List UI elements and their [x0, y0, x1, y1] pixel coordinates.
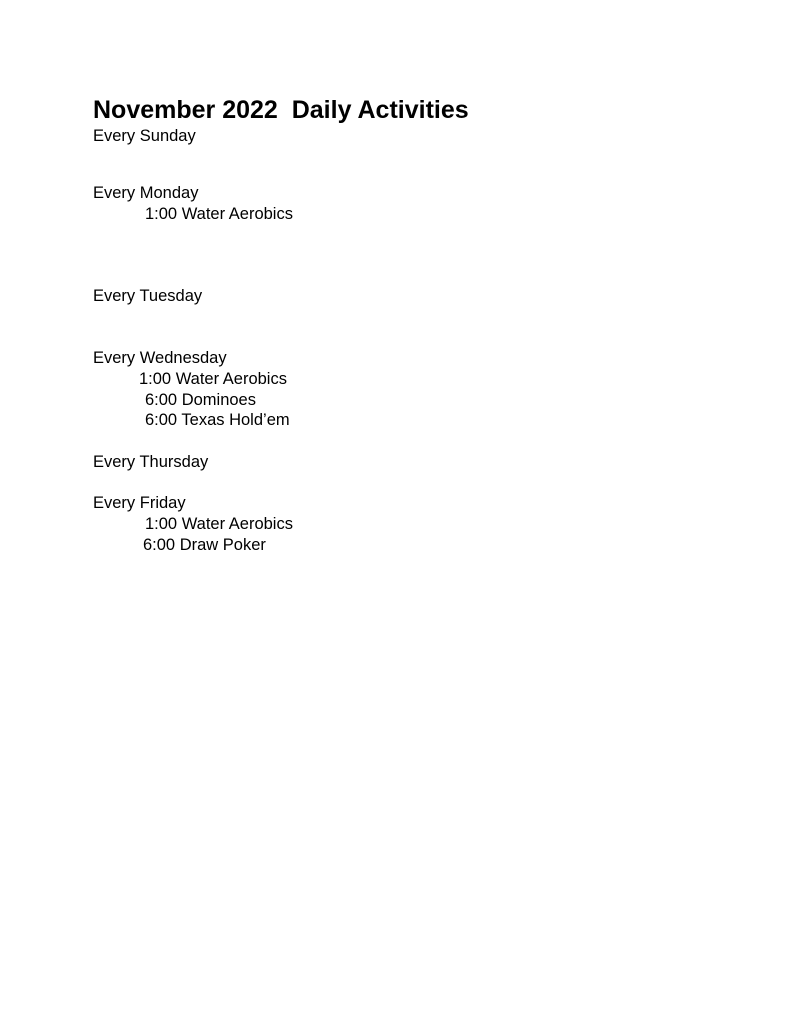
day-heading-monday: Every Monday	[93, 184, 199, 202]
day-heading-thursday: Every Thursday	[93, 453, 209, 471]
activity-item: 6:00 Dominoes	[145, 391, 256, 409]
day-heading-friday: Every Friday	[93, 494, 186, 512]
page-title: November 2022 Daily Activities	[93, 96, 469, 124]
activity-item: 6:00 Draw Poker	[143, 536, 266, 554]
day-heading-sunday: Every Sunday	[93, 127, 196, 145]
activity-item: 1:00 Water Aerobics	[145, 515, 293, 533]
activity-item: 1:00 Water Aerobics	[145, 205, 293, 223]
day-heading-wednesday: Every Wednesday	[93, 349, 227, 367]
day-heading-tuesday: Every Tuesday	[93, 287, 203, 305]
activity-item: 6:00 Texas Hold’em	[145, 411, 290, 429]
activity-item: 1:00 Water Aerobics	[139, 370, 287, 388]
